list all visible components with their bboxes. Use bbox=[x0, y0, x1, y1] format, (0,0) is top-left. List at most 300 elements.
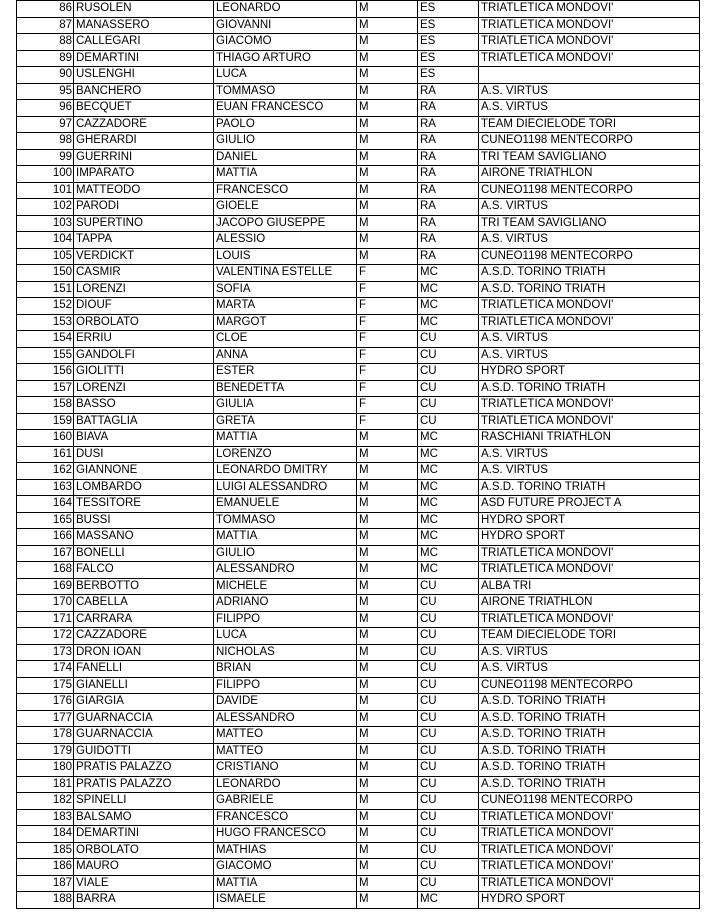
table-row bbox=[17, 182, 700, 199]
category-cell: MC bbox=[418, 479, 479, 496]
first-name-cell: LEONARDO DMITRY bbox=[214, 463, 357, 480]
sex-cell: M bbox=[357, 100, 418, 117]
bib-number-cell: 164 bbox=[17, 496, 74, 513]
team-cell: CUNEO1198 MENTECORPO bbox=[479, 677, 700, 694]
surname-cell: DEMARTINI bbox=[74, 826, 214, 843]
surname-cell: CAZZADORE bbox=[74, 628, 214, 645]
sex-cell: M bbox=[357, 809, 418, 826]
sex-cell: M bbox=[357, 232, 418, 249]
category-cell: MC bbox=[418, 545, 479, 562]
category-cell: CU bbox=[418, 793, 479, 810]
team-cell: A.S. VIRTUS bbox=[479, 446, 700, 463]
sex-cell: M bbox=[357, 149, 418, 166]
sex-cell: M bbox=[357, 661, 418, 678]
bib-number-cell: 162 bbox=[17, 463, 74, 480]
sex-cell: M bbox=[357, 116, 418, 133]
team-cell: A.S. VIRTUS bbox=[479, 463, 700, 480]
table-body bbox=[17, 1, 700, 909]
table-row bbox=[17, 430, 700, 447]
category-cell: CU bbox=[418, 644, 479, 661]
team-cell: TRIATLETICA MONDOVI' bbox=[479, 298, 700, 315]
bib-number-cell: 178 bbox=[17, 727, 74, 744]
surname-cell: TAPPA bbox=[74, 232, 214, 249]
bib-number-cell: 87 bbox=[17, 17, 74, 34]
category-cell: CU bbox=[418, 743, 479, 760]
table-row bbox=[17, 826, 700, 843]
sex-cell: M bbox=[357, 595, 418, 612]
team-cell: CUNEO1198 MENTECORPO bbox=[479, 133, 700, 150]
first-name-cell: NICHOLAS bbox=[214, 644, 357, 661]
first-name-cell: MATTIA bbox=[214, 430, 357, 447]
bib-number-cell: 104 bbox=[17, 232, 74, 249]
surname-cell: DIOUF bbox=[74, 298, 214, 315]
first-name-cell: MATTEO bbox=[214, 727, 357, 744]
table-row bbox=[17, 892, 700, 909]
sex-cell: M bbox=[357, 611, 418, 628]
table-row bbox=[17, 17, 700, 34]
category-cell: MC bbox=[418, 281, 479, 298]
sex-cell: F bbox=[357, 331, 418, 348]
category-cell: CU bbox=[418, 826, 479, 843]
surname-cell: ORBOLATO bbox=[74, 842, 214, 859]
first-name-cell: LUCA bbox=[214, 67, 357, 84]
surname-cell: CABELLA bbox=[74, 595, 214, 612]
bib-number-cell: 95 bbox=[17, 83, 74, 100]
category-cell: CU bbox=[418, 859, 479, 876]
first-name-cell: DAVIDE bbox=[214, 694, 357, 711]
first-name-cell: CRISTIANO bbox=[214, 760, 357, 777]
category-cell: CU bbox=[418, 578, 479, 595]
bib-number-cell: 186 bbox=[17, 859, 74, 876]
bib-number-cell: 99 bbox=[17, 149, 74, 166]
first-name-cell: GRETA bbox=[214, 413, 357, 430]
surname-cell: MANASSERO bbox=[74, 17, 214, 34]
sex-cell: F bbox=[357, 413, 418, 430]
table-row bbox=[17, 446, 700, 463]
surname-cell: GIARGIA bbox=[74, 694, 214, 711]
surname-cell: SUPERTINO bbox=[74, 215, 214, 232]
sex-cell: M bbox=[357, 677, 418, 694]
surname-cell: LORENZI bbox=[74, 281, 214, 298]
surname-cell: MASSANO bbox=[74, 529, 214, 546]
table-row bbox=[17, 661, 700, 678]
first-name-cell: PAOLO bbox=[214, 116, 357, 133]
bib-number-cell: 156 bbox=[17, 364, 74, 381]
first-name-cell: EMANUELE bbox=[214, 496, 357, 513]
bib-number-cell: 152 bbox=[17, 298, 74, 315]
surname-cell: BERBOTTO bbox=[74, 578, 214, 595]
first-name-cell: GIULIO bbox=[214, 545, 357, 562]
sex-cell: M bbox=[357, 644, 418, 661]
bib-number-cell: 184 bbox=[17, 826, 74, 843]
surname-cell: VIALE bbox=[74, 875, 214, 892]
category-cell: CU bbox=[418, 677, 479, 694]
surname-cell: DRON IOAN bbox=[74, 644, 214, 661]
category-cell: CU bbox=[418, 331, 479, 348]
bib-number-cell: 161 bbox=[17, 446, 74, 463]
category-cell: CU bbox=[418, 628, 479, 645]
table-row bbox=[17, 50, 700, 67]
team-cell: A.S.D. TORINO TRIATH bbox=[479, 380, 700, 397]
sex-cell: M bbox=[357, 512, 418, 529]
team-cell: TRIATLETICA MONDOVI' bbox=[479, 809, 700, 826]
table-row bbox=[17, 710, 700, 727]
table-row bbox=[17, 199, 700, 216]
team-cell: CUNEO1198 MENTECORPO bbox=[479, 793, 700, 810]
first-name-cell: MATHIAS bbox=[214, 842, 357, 859]
category-cell: CU bbox=[418, 661, 479, 678]
category-cell: CU bbox=[418, 413, 479, 430]
surname-cell: ORBOLATO bbox=[74, 314, 214, 331]
category-cell: CU bbox=[418, 727, 479, 744]
surname-cell: GIANNONE bbox=[74, 463, 214, 480]
bib-number-cell: 150 bbox=[17, 265, 74, 282]
team-cell: RASCHIANI TRIATHLON bbox=[479, 430, 700, 447]
table-row bbox=[17, 83, 700, 100]
first-name-cell: GABRIELE bbox=[214, 793, 357, 810]
category-cell: RA bbox=[418, 149, 479, 166]
category-cell: RA bbox=[418, 100, 479, 117]
category-cell: CU bbox=[418, 710, 479, 727]
first-name-cell: FRANCESCO bbox=[214, 809, 357, 826]
first-name-cell: GIOELE bbox=[214, 199, 357, 216]
table-row bbox=[17, 215, 700, 232]
category-cell: ES bbox=[418, 50, 479, 67]
first-name-cell: ALESSIO bbox=[214, 232, 357, 249]
bib-number-cell: 102 bbox=[17, 199, 74, 216]
table-row bbox=[17, 281, 700, 298]
bib-number-cell: 188 bbox=[17, 892, 74, 909]
category-cell: CU bbox=[418, 875, 479, 892]
surname-cell: PRATIS PALAZZO bbox=[74, 776, 214, 793]
sex-cell: F bbox=[357, 364, 418, 381]
table-row bbox=[17, 347, 700, 364]
first-name-cell: THIAGO ARTURO bbox=[214, 50, 357, 67]
surname-cell: BIAVA bbox=[74, 430, 214, 447]
table-row bbox=[17, 776, 700, 793]
category-cell: MC bbox=[418, 463, 479, 480]
bib-number-cell: 171 bbox=[17, 611, 74, 628]
first-name-cell: LEONARDO bbox=[214, 776, 357, 793]
category-cell: CU bbox=[418, 694, 479, 711]
team-cell: TRIATLETICA MONDOVI' bbox=[479, 50, 700, 67]
sex-cell: M bbox=[357, 793, 418, 810]
table-row bbox=[17, 644, 700, 661]
bib-number-cell: 187 bbox=[17, 875, 74, 892]
sex-cell: M bbox=[357, 842, 418, 859]
first-name-cell: ESTER bbox=[214, 364, 357, 381]
sex-cell: M bbox=[357, 875, 418, 892]
surname-cell: BATTAGLIA bbox=[74, 413, 214, 430]
sex-cell: M bbox=[357, 248, 418, 265]
table-row bbox=[17, 512, 700, 529]
category-cell: CU bbox=[418, 595, 479, 612]
surname-cell: BONELLI bbox=[74, 545, 214, 562]
category-cell: RA bbox=[418, 199, 479, 216]
table-row bbox=[17, 116, 700, 133]
table-row bbox=[17, 859, 700, 876]
table-row bbox=[17, 298, 700, 315]
sex-cell: M bbox=[357, 727, 418, 744]
surname-cell: VERDICKT bbox=[74, 248, 214, 265]
surname-cell: FANELLI bbox=[74, 661, 214, 678]
first-name-cell: BRIAN bbox=[214, 661, 357, 678]
category-cell: MC bbox=[418, 512, 479, 529]
bib-number-cell: 166 bbox=[17, 529, 74, 546]
sex-cell: M bbox=[357, 83, 418, 100]
bib-number-cell: 90 bbox=[17, 67, 74, 84]
team-cell: A.S. VIRTUS bbox=[479, 644, 700, 661]
sex-cell: M bbox=[357, 760, 418, 777]
bib-number-cell: 98 bbox=[17, 133, 74, 150]
surname-cell: PRATIS PALAZZO bbox=[74, 760, 214, 777]
category-cell: RA bbox=[418, 248, 479, 265]
bib-number-cell: 155 bbox=[17, 347, 74, 364]
bib-number-cell: 181 bbox=[17, 776, 74, 793]
sex-cell: F bbox=[357, 314, 418, 331]
surname-cell: DUSI bbox=[74, 446, 214, 463]
bib-number-cell: 173 bbox=[17, 644, 74, 661]
team-cell: A.S. VIRTUS bbox=[479, 347, 700, 364]
surname-cell: BUSSI bbox=[74, 512, 214, 529]
team-cell: HYDRO SPORT bbox=[479, 512, 700, 529]
team-cell: A.S.D. TORINO TRIATH bbox=[479, 743, 700, 760]
category-cell: CU bbox=[418, 611, 479, 628]
first-name-cell: VALENTINA ESTELLE bbox=[214, 265, 357, 282]
category-cell: MC bbox=[418, 298, 479, 315]
first-name-cell: ISMAELE bbox=[214, 892, 357, 909]
team-cell: HYDRO SPORT bbox=[479, 364, 700, 381]
sex-cell: M bbox=[357, 446, 418, 463]
table-row bbox=[17, 397, 700, 414]
first-name-cell: LORENZO bbox=[214, 446, 357, 463]
table-row bbox=[17, 314, 700, 331]
surname-cell: ERRIU bbox=[74, 331, 214, 348]
surname-cell: SPINELLI bbox=[74, 793, 214, 810]
sex-cell: M bbox=[357, 694, 418, 711]
bib-number-cell: 165 bbox=[17, 512, 74, 529]
first-name-cell: JACOPO GIUSEPPE bbox=[214, 215, 357, 232]
surname-cell: GUARNACCIA bbox=[74, 710, 214, 727]
surname-cell: CALLEGARI bbox=[74, 34, 214, 51]
table-row bbox=[17, 809, 700, 826]
team-cell: TRIATLETICA MONDOVI' bbox=[479, 562, 700, 579]
surname-cell: MATTEODO bbox=[74, 182, 214, 199]
team-cell: CUNEO1198 MENTECORPO bbox=[479, 248, 700, 265]
category-cell: RA bbox=[418, 116, 479, 133]
first-name-cell: HUGO FRANCESCO bbox=[214, 826, 357, 843]
surname-cell: LOMBARDO bbox=[74, 479, 214, 496]
first-name-cell: MATTIA bbox=[214, 166, 357, 183]
table-row bbox=[17, 743, 700, 760]
category-cell: RA bbox=[418, 182, 479, 199]
team-cell: A.S.D. TORINO TRIATH bbox=[479, 760, 700, 777]
surname-cell: LORENZI bbox=[74, 380, 214, 397]
sex-cell: M bbox=[357, 50, 418, 67]
team-cell: A.S. VIRTUS bbox=[479, 232, 700, 249]
surname-cell: TESSITORE bbox=[74, 496, 214, 513]
category-cell: CU bbox=[418, 364, 479, 381]
sex-cell: M bbox=[357, 496, 418, 513]
surname-cell: GUERRINI bbox=[74, 149, 214, 166]
surname-cell: DEMARTINI bbox=[74, 50, 214, 67]
team-cell: TRIATLETICA MONDOVI' bbox=[479, 859, 700, 876]
sex-cell: M bbox=[357, 826, 418, 843]
first-name-cell: DANIEL bbox=[214, 149, 357, 166]
first-name-cell: GIACOMO bbox=[214, 34, 357, 51]
first-name-cell: MICHELE bbox=[214, 578, 357, 595]
team-cell: A.S.D. TORINO TRIATH bbox=[479, 776, 700, 793]
sex-cell: M bbox=[357, 215, 418, 232]
bib-number-cell: 185 bbox=[17, 842, 74, 859]
first-name-cell: FRANCESCO bbox=[214, 182, 357, 199]
team-cell: ALBA TRI bbox=[479, 578, 700, 595]
bib-number-cell: 172 bbox=[17, 628, 74, 645]
category-cell: ES bbox=[418, 67, 479, 84]
surname-cell: USLENGHI bbox=[74, 67, 214, 84]
category-cell: CU bbox=[418, 760, 479, 777]
sex-cell: F bbox=[357, 298, 418, 315]
table-row bbox=[17, 611, 700, 628]
team-cell: ASD FUTURE PROJECT A bbox=[479, 496, 700, 513]
table-row bbox=[17, 331, 700, 348]
bib-number-cell: 103 bbox=[17, 215, 74, 232]
bib-number-cell: 96 bbox=[17, 100, 74, 117]
sex-cell: M bbox=[357, 776, 418, 793]
first-name-cell: LUCA bbox=[214, 628, 357, 645]
surname-cell: GUARNACCIA bbox=[74, 727, 214, 744]
bib-number-cell: 179 bbox=[17, 743, 74, 760]
bib-number-cell: 176 bbox=[17, 694, 74, 711]
surname-cell: BARRA bbox=[74, 892, 214, 909]
category-cell: MC bbox=[418, 529, 479, 546]
team-cell: A.S. VIRTUS bbox=[479, 100, 700, 117]
team-cell: A.S.D. TORINO TRIATH bbox=[479, 265, 700, 282]
team-cell: TRIATLETICA MONDOVI' bbox=[479, 17, 700, 34]
sex-cell: M bbox=[357, 529, 418, 546]
team-cell: TRIATLETICA MONDOVI' bbox=[479, 413, 700, 430]
bib-number-cell: 167 bbox=[17, 545, 74, 562]
category-cell: CU bbox=[418, 380, 479, 397]
first-name-cell: SOFIA bbox=[214, 281, 357, 298]
table-row bbox=[17, 677, 700, 694]
team-cell: HYDRO SPORT bbox=[479, 529, 700, 546]
category-cell: MC bbox=[418, 314, 479, 331]
bib-number-cell: 153 bbox=[17, 314, 74, 331]
team-cell: AIRONE TRIATHLON bbox=[479, 595, 700, 612]
team-cell: TRIATLETICA MONDOVI' bbox=[479, 826, 700, 843]
first-name-cell: ANNA bbox=[214, 347, 357, 364]
sex-cell: F bbox=[357, 397, 418, 414]
team-cell: A.S.D. TORINO TRIATH bbox=[479, 727, 700, 744]
table-row bbox=[17, 529, 700, 546]
surname-cell: BASSO bbox=[74, 397, 214, 414]
bib-number-cell: 100 bbox=[17, 166, 74, 183]
surname-cell: GANDOLFI bbox=[74, 347, 214, 364]
surname-cell: CASMIR bbox=[74, 265, 214, 282]
first-name-cell: MATTEO bbox=[214, 743, 357, 760]
surname-cell: GUIDOTTI bbox=[74, 743, 214, 760]
sex-cell: M bbox=[357, 199, 418, 216]
table-row bbox=[17, 562, 700, 579]
first-name-cell: TOMMASO bbox=[214, 83, 357, 100]
team-cell: A.S.D. TORINO TRIATH bbox=[479, 710, 700, 727]
team-cell: HYDRO SPORT bbox=[479, 892, 700, 909]
bib-number-cell: 157 bbox=[17, 380, 74, 397]
table-row bbox=[17, 1, 700, 18]
category-cell: RA bbox=[418, 83, 479, 100]
surname-cell: MAURO bbox=[74, 859, 214, 876]
first-name-cell: LOUIS bbox=[214, 248, 357, 265]
category-cell: MC bbox=[418, 496, 479, 513]
table-row bbox=[17, 67, 700, 84]
table-row bbox=[17, 380, 700, 397]
sex-cell: F bbox=[357, 265, 418, 282]
first-name-cell: MATTIA bbox=[214, 529, 357, 546]
surname-cell: PARODI bbox=[74, 199, 214, 216]
table-row bbox=[17, 628, 700, 645]
category-cell: CU bbox=[418, 397, 479, 414]
team-cell: TEAM DIECIELODE TORI bbox=[479, 116, 700, 133]
table-row bbox=[17, 364, 700, 381]
bib-number-cell: 163 bbox=[17, 479, 74, 496]
first-name-cell: TOMMASO bbox=[214, 512, 357, 529]
sex-cell: M bbox=[357, 710, 418, 727]
sex-cell: M bbox=[357, 578, 418, 595]
team-cell: CUNEO1198 MENTECORPO bbox=[479, 182, 700, 199]
team-cell: TRIATLETICA MONDOVI' bbox=[479, 875, 700, 892]
sex-cell: M bbox=[357, 562, 418, 579]
team-cell: A.S. VIRTUS bbox=[479, 331, 700, 348]
category-cell: CU bbox=[418, 842, 479, 859]
first-name-cell: GIULIO bbox=[214, 133, 357, 150]
table-row bbox=[17, 875, 700, 892]
category-cell: ES bbox=[418, 17, 479, 34]
category-cell: RA bbox=[418, 215, 479, 232]
table-row bbox=[17, 100, 700, 117]
bib-number-cell: 88 bbox=[17, 34, 74, 51]
sex-cell: F bbox=[357, 380, 418, 397]
category-cell: MC bbox=[418, 265, 479, 282]
category-cell: CU bbox=[418, 776, 479, 793]
bib-number-cell: 169 bbox=[17, 578, 74, 595]
team-cell: TRIATLETICA MONDOVI' bbox=[479, 611, 700, 628]
team-cell: A.S.D. TORINO TRIATH bbox=[479, 694, 700, 711]
category-cell: CU bbox=[418, 809, 479, 826]
bib-number-cell: 160 bbox=[17, 430, 74, 447]
bib-number-cell: 101 bbox=[17, 182, 74, 199]
table-row bbox=[17, 133, 700, 150]
table-row bbox=[17, 793, 700, 810]
table-row bbox=[17, 595, 700, 612]
surname-cell: GHERARDI bbox=[74, 133, 214, 150]
team-cell: A.S. VIRTUS bbox=[479, 661, 700, 678]
surname-cell: GIOLITTI bbox=[74, 364, 214, 381]
team-cell: TRIATLETICA MONDOVI' bbox=[479, 34, 700, 51]
bib-number-cell: 183 bbox=[17, 809, 74, 826]
surname-cell: BECQUET bbox=[74, 100, 214, 117]
table-row bbox=[17, 34, 700, 51]
bib-number-cell: 89 bbox=[17, 50, 74, 67]
team-cell: TRIATLETICA MONDOVI' bbox=[479, 1, 700, 18]
sex-cell: M bbox=[357, 628, 418, 645]
bib-number-cell: 168 bbox=[17, 562, 74, 579]
category-cell: RA bbox=[418, 133, 479, 150]
team-cell bbox=[479, 67, 700, 84]
start-list-table bbox=[16, 0, 700, 909]
first-name-cell: LEONARDO bbox=[214, 1, 357, 18]
first-name-cell: GIACOMO bbox=[214, 859, 357, 876]
